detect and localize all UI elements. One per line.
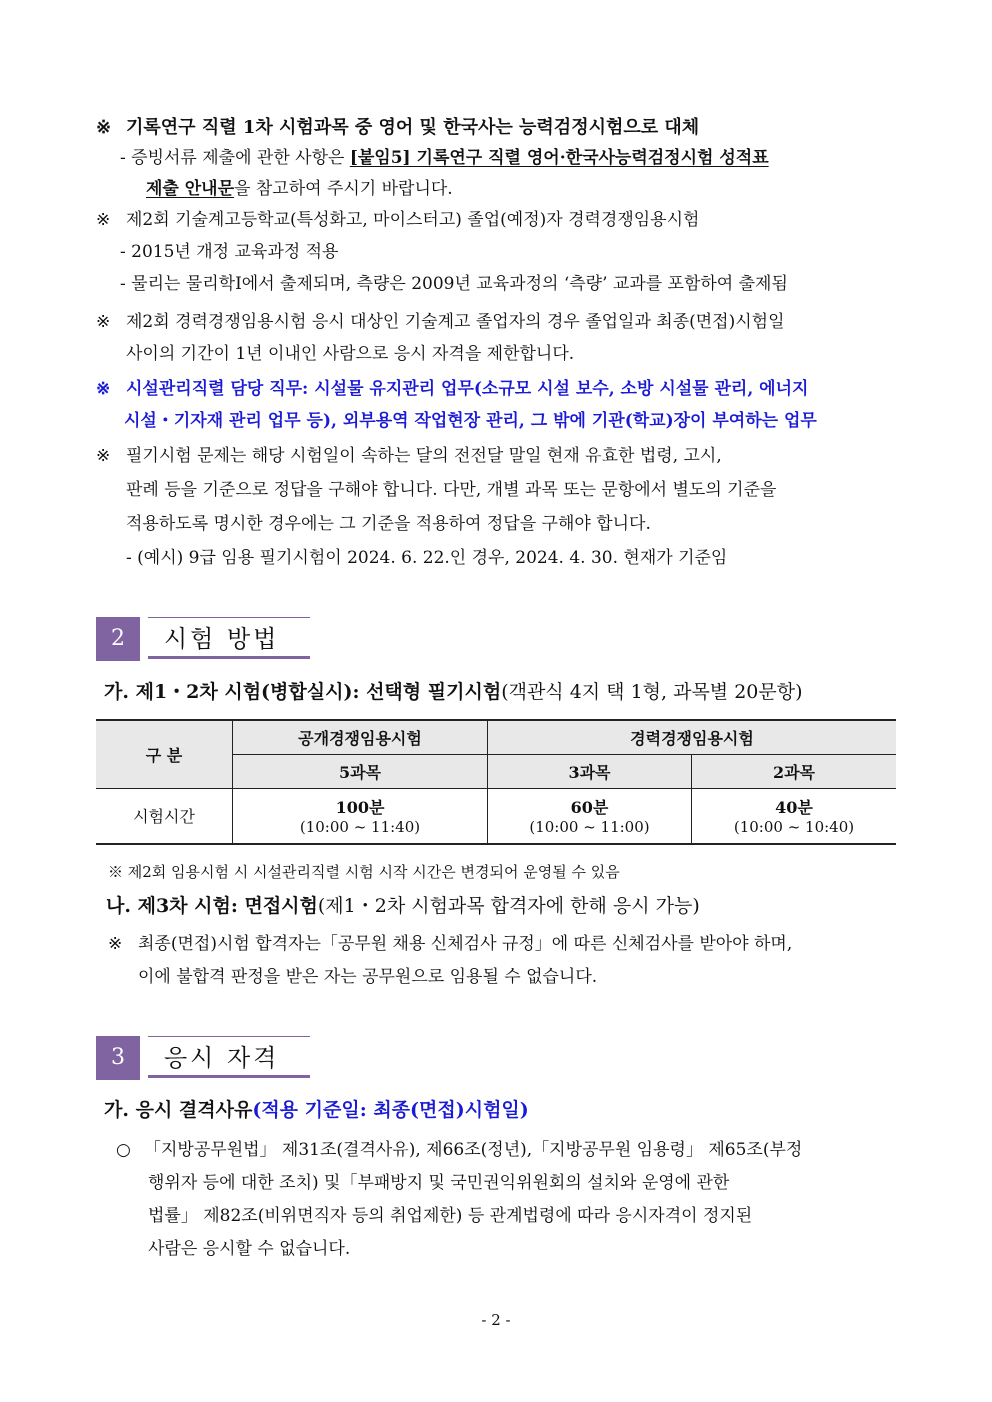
section-number: 2 [96, 617, 140, 661]
interview-note-line1 [108, 932, 792, 956]
table-row-label: 시험시간 [96, 788, 233, 844]
section-title: 응시 자격 [148, 1036, 310, 1078]
subsection-detail: (제1・2차 시험과목 합격자에 한해 응시 가능) [317, 895, 700, 917]
cell-time: (10:00 ~ 11:40) [299, 818, 421, 837]
note-facility-line2: 시설・기자재 관리 업무 등), 외부용역 작업현장 관리, 그 밖에 기관(학교)장이 부여하는 업무 [124, 411, 817, 431]
note-qualification-line1 [96, 310, 785, 334]
attachment-reference-cont: 제출 안내문 [146, 179, 235, 199]
cell-duration: 60분 [570, 798, 609, 818]
subsection-title: 나. 제3차 시험: 면접시험 [106, 895, 318, 917]
note-text: 증빙서류 제출에 관한 사항은 [131, 148, 350, 168]
dash: - [120, 148, 126, 168]
note-text: 시설관리직렬 담당 직무: 시설물 유지관리 업무(소규모 시설 보수, 소방 시설물 관리, 에너지 [126, 379, 809, 399]
note-text: 기록연구 직렬 1차 시험과목 중 영어 및 한국사는 능력검정시험으로 대체 [126, 117, 700, 138]
note-mark: ※ [96, 379, 111, 399]
page-number: - 2 - [481, 1311, 511, 1329]
note-tech-school [96, 208, 699, 232]
table-sub-3: 3과목 [488, 754, 692, 788]
table-corner: 구 분 [96, 720, 233, 788]
note-text: 최종(면접)시험 합격자는「공무원 채용 신체검사 규정」에 따른 신체검사를 받아야 하며, [138, 934, 793, 954]
disqualification-line1 [116, 1138, 802, 1162]
note-records-title [96, 116, 699, 140]
note-law-line2: 판례 등을 기준으로 정답을 구해야 합니다. 다만, 개별 과목 또는 문항에서 별도의 기준을 [126, 480, 777, 500]
note-law-line1 [96, 444, 722, 468]
table-note: ※ 제2회 임용시험 시 시설관리직렬 시험 시작 시간은 변경되어 운영될 수 있음 [108, 863, 620, 881]
cell-time: (10:00 ~ 11:00) [529, 818, 650, 837]
bullet-circle: ○ [116, 1140, 131, 1160]
table-sub-2: 2과목 [692, 754, 897, 788]
paragraph-text: 「지방공무원법」 제31조(결격사유), 제66조(정년),「지방공무원 임용령」 제65조(부정 [144, 1140, 803, 1160]
section-title: 시험 방법 [148, 617, 310, 659]
subsection-title: 가. 제1・2차 시험(병합실시): 선택형 필기시험 [104, 681, 502, 703]
table-cell [233, 788, 488, 844]
subsection-criteria: (적용 기준일: 최종(면접)시험일) [252, 1099, 529, 1121]
note-qualification-line2: 사이의 기간이 1년 이내인 사람으로 응시 자격을 제한합니다. [126, 344, 575, 364]
disqualification-line2: 행위자 등에 대한 조치) 및「부패방지 및 국민권익위원회의 설치와 운영에 관한 [148, 1173, 730, 1193]
note-mark: ※ [108, 934, 123, 954]
note-tech-sub2: - 물리는 물리학Ⅰ에서 출제되며, 측량은 2009년 교육과정의 ‘측량’ 교과를 포함하여 출제됨 [120, 274, 788, 294]
table-cell [488, 788, 692, 844]
table-sub-5: 5과목 [233, 754, 488, 788]
note-text: 제2회 기술계고등학교(특성화고, 마이스터고) 졸업(예정)자 경력경쟁임용시험 [126, 210, 700, 230]
exam-time-table [96, 719, 896, 845]
section-number: 3 [96, 1036, 140, 1080]
subsection-ga-disqualification [104, 1096, 529, 1124]
note-law-example: - (예시) 9급 임용 필기시험이 2024. 6. 22.인 경우, 2024. 4. 30. 현재가 기준임 [126, 548, 728, 568]
table-group-open: 공개경쟁임용시험 [233, 720, 488, 754]
note-text: 을 참고하여 주시기 바랍니다. [234, 179, 453, 199]
note-text: 제2회 경력경쟁임용시험 응시 대상인 기술계고 졸업자의 경우 졸업일과 최종(면접)시험일 [126, 312, 785, 332]
attachment-reference: [붙임5] 기록연구 직렬 영어·한국사능력검정시험 성적표 [349, 148, 769, 168]
cell-duration: 100분 [335, 798, 385, 818]
note-mark: ※ [96, 210, 111, 230]
disqualification-line4: 사람은 응시할 수 없습니다. [148, 1239, 351, 1259]
table-cell [692, 788, 897, 844]
note-records-sub [120, 146, 769, 170]
note-facility-line1 [96, 377, 808, 401]
subsection-na-interview [106, 892, 700, 920]
note-mark: ※ [96, 312, 111, 332]
note-mark: ※ [96, 446, 111, 466]
note-law-line3: 적용하도록 명시한 경우에는 그 기준을 적용하여 정답을 구해야 합니다. [126, 514, 651, 534]
note-tech-sub1: - 2015년 개정 교육과정 적용 [120, 242, 339, 262]
cell-time: (10:00 ~ 10:40) [733, 818, 855, 837]
table-group-career: 경력경쟁임용시험 [488, 720, 897, 754]
note-text: 필기시험 문제는 해당 시험일이 속하는 달의 전전달 말일 현재 유효한 법령, 고시, [126, 446, 722, 466]
subsection-title: 가. 응시 결격사유 [104, 1099, 253, 1121]
cell-duration: 40분 [775, 798, 813, 818]
subsection-detail: (객관식 4지 택 1형, 과목별 20문항) [501, 681, 803, 703]
note-records-sub-cont [146, 177, 453, 201]
disqualification-line3: 법률」 제82조(비위면직자 등의 취업제한) 등 관계법령에 따라 응시자격이 정지된 [148, 1206, 753, 1226]
interview-note-line2: 이에 불합격 판정을 받은 자는 공무원으로 임용될 수 없습니다. [138, 967, 598, 987]
note-mark: ※ [96, 117, 112, 138]
subsection-ga-written [104, 678, 803, 706]
